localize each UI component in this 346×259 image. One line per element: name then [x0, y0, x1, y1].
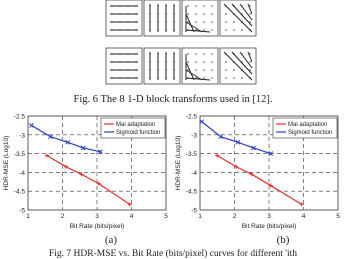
chart-a	[0, 110, 176, 232]
figure-7-caption: Fig. 7 HDR-MSE vs. Bit Rate (bits/pixel) curves for different 'ith	[49, 249, 297, 259]
diagonal-lines-icon	[220, 0, 256, 36]
chart-b-ytick-4: -4.5	[185, 188, 197, 196]
horizontal-lines-icon	[106, 0, 142, 36]
vertical-lines-icon	[144, 48, 180, 84]
chart-b-xlabel: Bit Rate (bits/pixel)	[241, 223, 297, 230]
chart-b-xtick-3: 4	[301, 213, 306, 220]
chart-b-xtick-4: 5	[336, 213, 340, 220]
chart-a-ytick-2: -3.5	[13, 151, 25, 159]
chart-b-xtick-1: 2	[232, 213, 237, 220]
subfigure-label-a: (a)	[104, 234, 118, 246]
diagonal-lines-icon	[182, 48, 218, 84]
figure-6-caption: Fig. 6 The 8 1-D block transforms used in [12].	[73, 94, 273, 105]
chart-b-ytick-3: -4	[191, 169, 197, 177]
chart-a-xtick-2: 3	[95, 213, 99, 220]
chart-b-ytick-1: -3	[191, 132, 197, 140]
chart-b-ytick-5: -5	[191, 207, 197, 215]
chart-b-legend-label-0: Mai adaptation	[288, 122, 328, 129]
chart-a-legend-label-1: Sigmoid function	[116, 130, 161, 137]
chart-a-ytick-3: -4	[19, 169, 25, 177]
diagonal-lines-icon	[220, 48, 256, 84]
chart-a-legend-label-0: Mai adaptation	[116, 122, 156, 129]
diagonal-lines-icon	[182, 0, 218, 36]
chart-b-xtick-2: 3	[267, 213, 271, 220]
chart-b-ytick-2: -3.5	[185, 151, 197, 159]
chart-b-legend-label-1: Sigmoid function	[288, 130, 333, 137]
block-transforms-figure	[0, 0, 346, 90]
chart-b-xtick-0: 1	[198, 213, 202, 220]
chart-a-ytick-4: -4.5	[13, 188, 25, 196]
chart-a-ytick-0: -2.5	[13, 113, 25, 121]
chart-a-xlabel: Bit Rate (bits/pixel)	[69, 223, 125, 230]
chart-b	[172, 110, 346, 232]
chart-a-xtick-4: 5	[164, 213, 168, 220]
subfigure-label-b: (b)	[276, 234, 290, 246]
chart-b-ytick-0: -2.5	[185, 113, 197, 121]
chart-a-xtick-3: 4	[129, 213, 134, 220]
chart-a-ytick-1: -3	[19, 132, 25, 140]
chart-b-ylabel: HDR-MSE (Log10)	[175, 135, 182, 191]
chart-a-ylabel: HDR-MSE (Log10)	[3, 135, 10, 191]
vertical-lines-icon	[144, 0, 180, 36]
chart-a-xtick-0: 1	[26, 213, 30, 220]
chart-a-ytick-5: -5	[19, 207, 25, 215]
horizontal-lines-icon	[106, 48, 142, 84]
chart-a-xtick-1: 2	[60, 213, 65, 220]
